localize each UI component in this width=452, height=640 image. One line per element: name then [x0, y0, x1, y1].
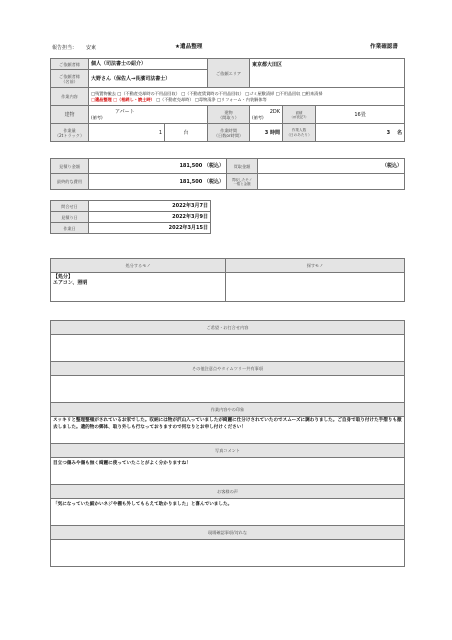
building-layout-note: (値考): [252, 115, 264, 120]
final-price-tax: （税込）: [203, 178, 224, 185]
client-name-label: ご依頼者様: [51, 59, 89, 70]
client-area-value: 東京都大田区: [250, 59, 405, 88]
buy-items-value: [258, 174, 405, 190]
building-type-value: アパート: [115, 109, 135, 115]
staff-label-text: 報告担当：: [52, 45, 78, 51]
building-layout-cell: [250, 106, 283, 124]
inquiry-date-value: 2022年3月7日: [89, 201, 211, 212]
time-value-cell: [250, 124, 283, 142]
client-name-value: 個人（司法書士の紹介）: [89, 59, 208, 70]
work-option-cleaning: □相来清掃: [301, 91, 323, 96]
work-option-zanchi: □残置物撤去: [91, 91, 116, 96]
request-header: ご希望・お打合せ内容: [51, 321, 405, 335]
search-items-value: [226, 273, 405, 302]
work-type-label: 作業内容: [51, 88, 89, 106]
building-sqm-label: 面積 （㎡表記?）: [283, 106, 316, 124]
dispose-items-value: エアコン、照明: [53, 280, 88, 286]
buy-items-label: 買取したモノ 一覧と金額: [227, 174, 258, 190]
buy-price-tax: （税込）: [258, 159, 405, 174]
buy-price-label: 買取金額: [227, 159, 258, 174]
work-option-sale-collect: □（不動産売却時の不用品回収）: [117, 91, 180, 96]
volume-label-cell: [51, 124, 89, 142]
work-options-line2: [91, 97, 402, 102]
final-price-cell: [89, 174, 227, 190]
volume-value: [89, 124, 165, 142]
client-name2-value: 大野さん（保佐人→長濱司法書士）: [89, 70, 208, 88]
building-layout-label: 建物: [224, 109, 233, 115]
impression-body: スッキリと整理整頓がされているお家でした。収納には物が沢山入っていましたが綺麗に仕分けされていたのでスムーズに調わりました。ご自身で取り付けた手摺りも撤去しました。遺的物の郵体、取り外しも行なっておりますので何なりとお申し付けください！: [51, 417, 405, 444]
staff-count-label: 作業人数: [291, 128, 307, 132]
final-price-label: 最終的な費用: [51, 174, 89, 190]
work-option-sale: □（不動産売却時）: [156, 97, 194, 102]
building-type-note: (値考): [91, 115, 103, 120]
staff-count-label-cell: [283, 124, 316, 142]
client-name2-label: ご依頼者様 （名前）: [51, 70, 89, 88]
customer-voice-body: 「気になっていた細かいネジや棚も外してもらえて助かりました」と喜んでいました。: [51, 499, 405, 526]
impression-header: 作業内容やの印象: [51, 403, 405, 417]
items-table: [50, 258, 405, 302]
work-option-special: □毒物清浄: [194, 97, 216, 102]
volume-number: 1: [158, 129, 162, 136]
dispose-items-cell: [51, 273, 226, 302]
time-sub: （日数or時間）: [213, 132, 244, 138]
building-layout-value: 2DK: [269, 109, 281, 115]
work-options-line1: [91, 91, 402, 96]
inquiry-date-label: 問合せ日: [51, 201, 89, 212]
building-layout-sub: （間取り）: [218, 114, 239, 120]
info-table: [50, 58, 405, 142]
client-area-label: ご依頼エリア: [208, 59, 250, 88]
photo-comment-header: 写真コメント: [51, 444, 405, 458]
notes-header: その他注意点やタイムツリー共有事項: [51, 362, 405, 376]
building-sqm-value: 16畳: [316, 106, 405, 124]
building-type-label: 建物: [51, 106, 89, 124]
estimate-price-value: 181,500: [179, 163, 203, 169]
estimate-price-tax: （税込）: [203, 163, 224, 169]
price-table: [50, 158, 405, 190]
dispose-items-tag: 【処分】: [53, 274, 74, 280]
search-items-header: 探すモノ: [226, 259, 405, 273]
time-label-cell: [208, 124, 250, 142]
staff-count-sub: （日のあたり）: [286, 132, 312, 137]
customer-voice-header: お客様の声: [51, 485, 405, 499]
work-type-options: [89, 88, 405, 106]
dispose-items-header: 処分するモノ: [51, 259, 226, 273]
work-option-inherit: □（相続し・読土時）: [113, 97, 155, 102]
notes-body: [51, 376, 405, 403]
handover-body: [51, 540, 405, 567]
request-body: [51, 335, 405, 362]
staff-count-cell: [316, 124, 405, 142]
volume-sub: （2tトラック）: [54, 132, 85, 138]
estimate-price-cell: [89, 159, 227, 174]
work-option-reform: □リフォーム・内装解体等: [216, 97, 267, 102]
work-option-rent-collect: □（不動産賃貸時の不用品回収）: [181, 91, 244, 96]
staff-count-value: 3: [386, 129, 391, 136]
volume-unit: 台: [165, 124, 208, 142]
work-option-junk: □不用品回収: [275, 91, 301, 96]
estimate-date-value: 2022年3月9日: [89, 212, 211, 223]
building-layout-label-cell: [208, 106, 250, 124]
staff-label: [52, 45, 77, 51]
photo-comment-body: 目立つ傷みや傷も無く綺麗に使っていたことがよく分かりますね！: [51, 458, 405, 485]
estimate-price-label: 見積り金額: [51, 159, 89, 174]
page-title: ★遺品整理: [175, 44, 203, 50]
work-option-ihin: □遺品整理: [91, 97, 112, 102]
work-date-label: 作業日: [51, 223, 89, 234]
handover-header: 現場確認事項/対れな: [51, 526, 405, 540]
building-type-cell: [89, 106, 208, 124]
staff-count-unit: 名: [397, 129, 403, 136]
final-price-value: 181,500: [179, 178, 203, 185]
dates-table: [50, 200, 211, 234]
time-label: 作業時間: [220, 127, 237, 133]
work-option-trash-house: □ゴミ屋敷清掃: [245, 91, 275, 96]
time-value: 3: [264, 129, 269, 136]
volume-label: 作業量: [63, 127, 76, 133]
estimate-date-label: 見積り日: [51, 212, 89, 223]
sections-table: [50, 320, 405, 567]
time-unit: 時間: [270, 129, 281, 136]
document-title: 作業確認書: [370, 44, 398, 50]
work-date-value: 2022年3月15日: [89, 223, 211, 234]
staff-name: 安東: [86, 45, 97, 51]
